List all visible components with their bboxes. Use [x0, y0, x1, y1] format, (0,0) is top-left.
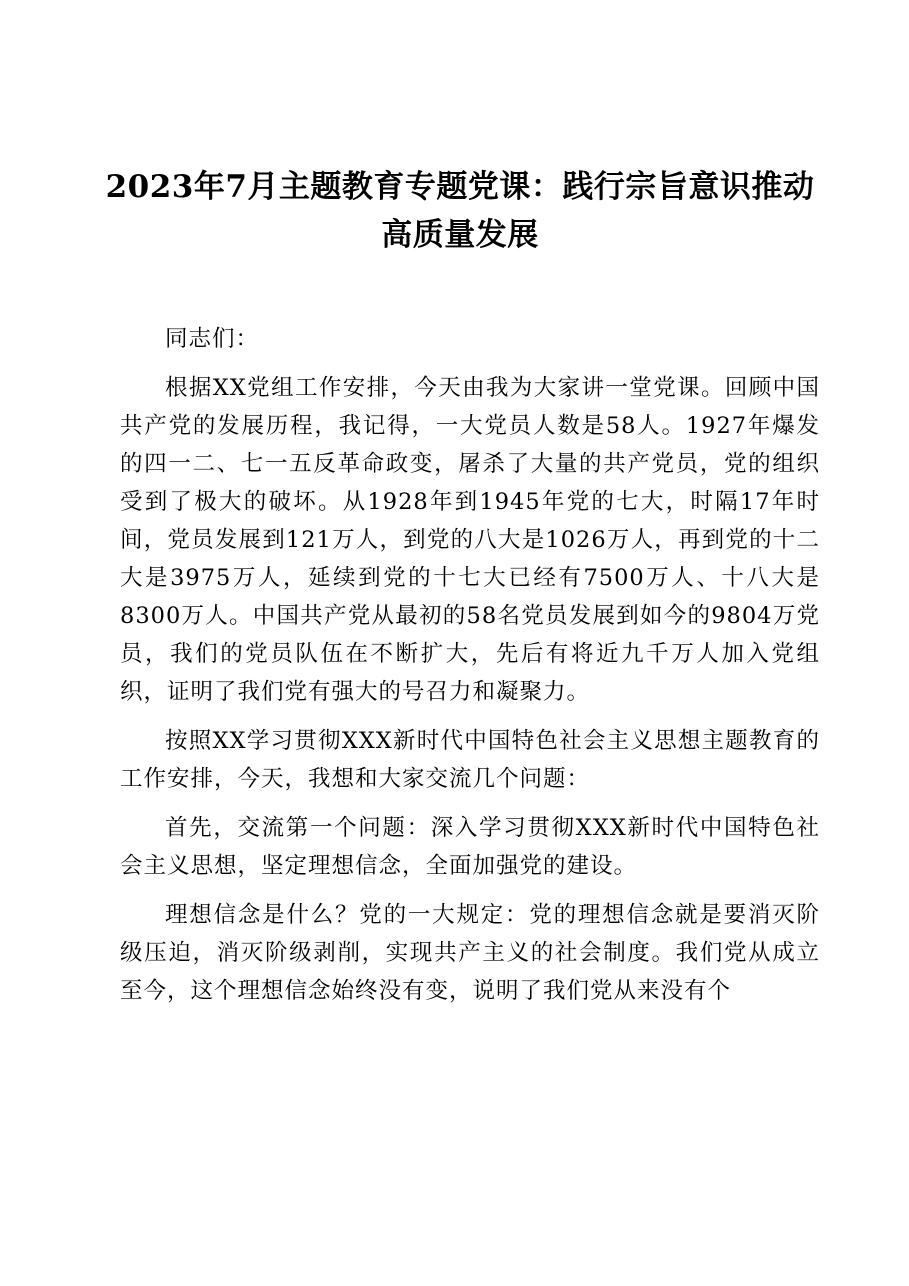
paragraph-ideals: 理想信念是什么？党的一大规定：党的理想信念就是要消灭阶级压迫，消灭阶级剥削，实现共产主义的社会制度。我们党从成立至今，这个理想信念始终没有变，说明了我们党从来没有个: [120, 902, 820, 1004]
document-title: 2023年7月主题教育专题党课：践行宗旨意识推动高质量发展: [105, 169, 815, 253]
document-body: [120, 320, 820, 1021]
paragraph-first-issue: 首先，交流第一个问题：深入学习贯彻XXX新时代中国特色社会主义思想，坚定理想信念，全面加强党的建设。: [120, 815, 820, 879]
paragraph-arrangement: 按照XX学习贯彻XXX新时代中国特色社会主义思想主题教育的工作安排，今天，我想和大家交流几个问题：: [120, 728, 820, 792]
paragraph-salutation: 同志们：: [165, 326, 260, 352]
paragraph-history: 根据XX党组工作安排，今天由我为大家讲一堂党课。回顾中国共产党的发展历程，我记得，一大党员人数是58人。1927年爆发的四一二、七一五反革命政变，屠杀了大量的共产党员，党的组织受到了极大的破坏。从1928年到1945年党的七大，时隔17年时间，党员发展到121万人，到党的八大是1026万人，再到党的十二大是3975万人，延续到党的十七大已经有7500万人、十八大是8300万人。中国共产党从最初的58名党员发展到如今的9804万党员，我们的党员队伍在不断扩大，先后有将近九千万人加入党组织，证明了我们党有强大的号召力和凝聚力。: [120, 375, 820, 705]
